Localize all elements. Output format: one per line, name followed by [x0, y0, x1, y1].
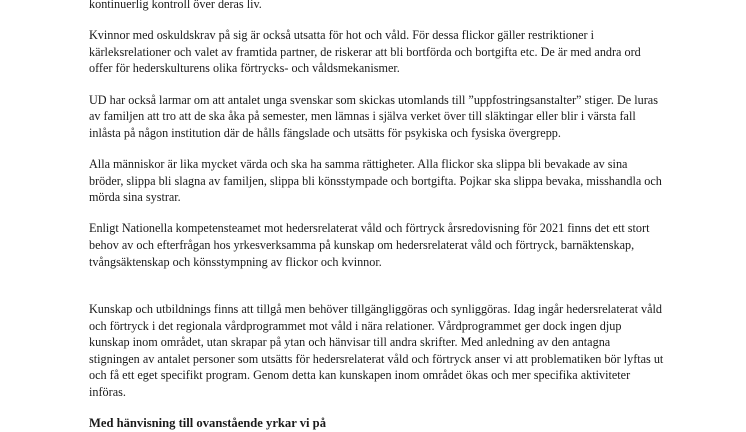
paragraph-knowledge-education: Kunskap och utbildnings finns att tillgå men behöver tillgängliggöras och synliggöras. Idag ingår hedersrelaterat våld och förtryck i det regionala vårdprogrammet mot våld i nära relationer. Vårdprogrammet ger dock ingen djup kunskap inom området, utan skrapar på ytan och hänvisar till andra skrifter. Med anledning av den antagna stigningen av antalet personer som utsätts för hedersrelaterat våld och förtryck anser vi att problematiken bör lyftas ut och få ett eget specifikt program. Genom detta kan kunskapen inom området ökas och mer specifika aktiviteter införas.: [89, 302, 664, 400]
document-page: [89, 0, 664, 432]
paragraph-ud-warnings: UD har också larmar om att antalet unga svenskar som skickas utomlands till ”uppfostringsanstalter” stiger. De luras av familjen att tro att de ska åka på semester, men lämnas i själva verket över till släktingar eller blir i värsta fall inlåsta på någon institution där de hålls fängslade och utsätts för psykiska och fysiska övergrepp.: [89, 92, 658, 140]
section-heading: Med hänvisning till ovanstående yrkar vi på: [89, 416, 326, 431]
paragraph-competence-team: Enligt Nationella kompetensteamet mot hedersrelaterat våld och förtryck årsredovisning för 2021 finns det ett stort behov av och efterfrågan hos yrkesverksamma på kunskap om hedersrelaterat våld och förtryck, barnäktenskap, tvångsäktenskap och könsstympning av flickor och kvinnor.: [89, 221, 650, 269]
paragraph-control: kontinuerlig kontroll över deras liv.: [89, 0, 262, 11]
paragraph-virginity-demands: Kvinnor med oskuldskrav på sig är också utsatta för hot och våld. För dessa flickor gäller restriktioner i kärleksrelationer och valet av framtida partner, de riskerar att bli bortförda och bortgifta etc. De är med andra ord offer för hederskulturens olika förtrycks- och våldsmekanismer.: [89, 28, 641, 76]
paragraph-equal-rights: Alla människor är lika mycket värda och ska ha samma rättigheter. Alla flickor ska slippa bli bevakade av sina bröder, slippa bli slagna av familjen, slippa bli könsstympade och bortgifta. Pojkar ska slippa bevaka, misshandla och mörda sina systrar.: [89, 156, 662, 205]
